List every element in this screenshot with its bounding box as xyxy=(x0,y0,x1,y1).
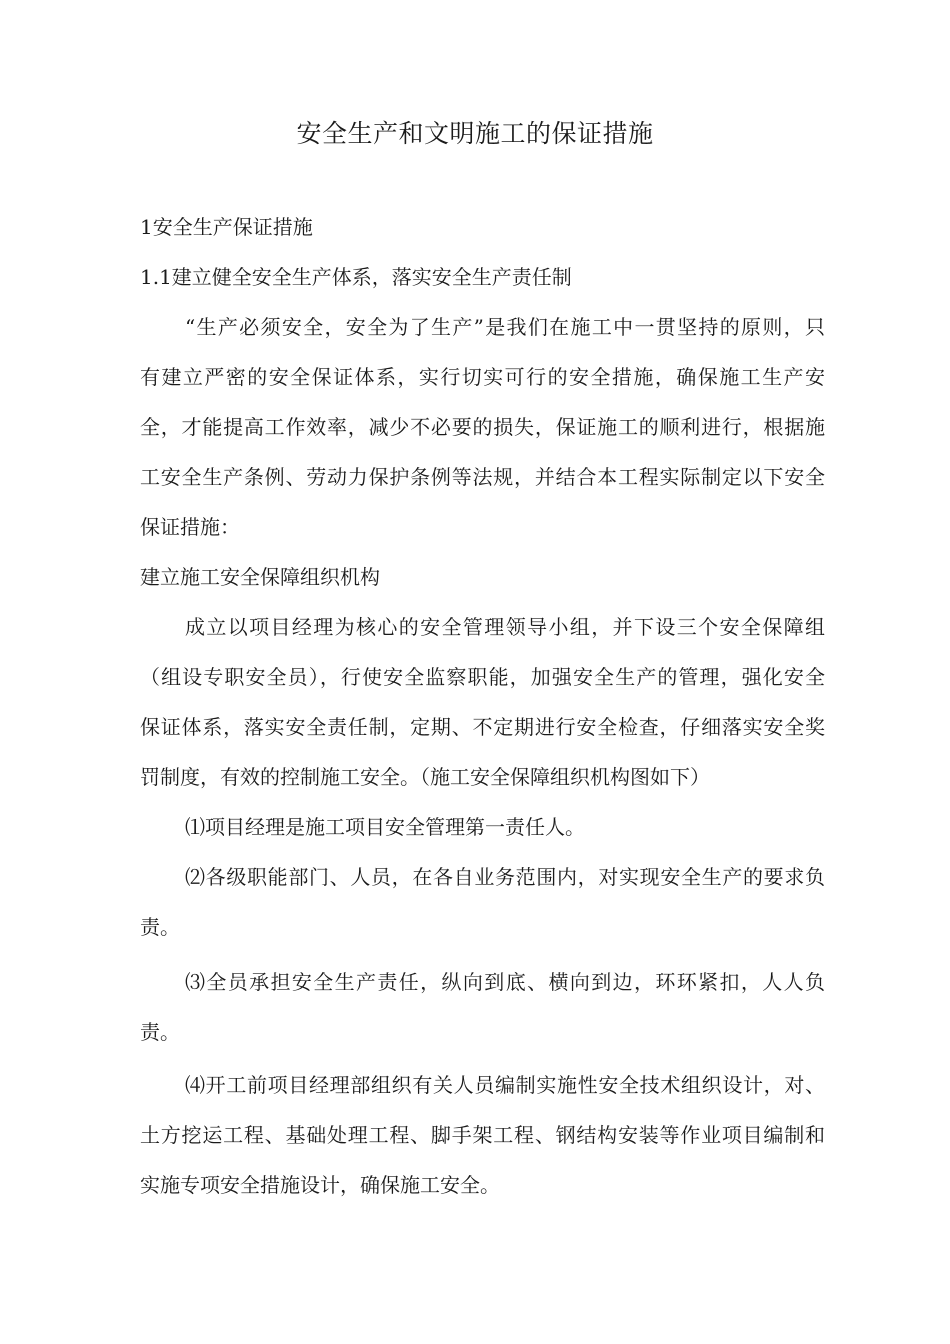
list-item-3-line-2: 责。 xyxy=(140,1020,180,1044)
list-item-2-line-1: ⑵各级职能部门、人员，在各自业务范围内，对实现安全生产的要求负 xyxy=(185,865,825,889)
document-title: 安全生产和文明施工的保证措施 xyxy=(296,119,654,148)
section-heading-1: 1安全生产保证措施 xyxy=(140,215,313,239)
list-item-3-line-1: ⑶全员承担安全生产责任，纵向到底、横向到边，环环紧扣，人人负 xyxy=(185,970,825,994)
paragraph-1-line-4: 工安全生产条例、劳动力保护条例等法规，并结合本工程实际制定以下安全 xyxy=(140,465,825,489)
list-item-4-line-1: ⑷开工前项目经理部组织有关人员编制实施性安全技术组织设计，对、 xyxy=(185,1073,825,1097)
subheading-safety-organization: 建立施工安全保障组织机构 xyxy=(140,565,380,589)
list-item-4-line-2: 土方挖运工程、基础处理工程、脚手架工程、钢结构安装等作业项目编制和 xyxy=(140,1123,825,1147)
list-item-1-line-1: ⑴项目经理是施工项目安全管理第一责任人。 xyxy=(185,815,585,839)
paragraph-2-line-1: 成立以项目经理为核心的安全管理领导小组，并下设三个安全保障组 xyxy=(185,615,825,639)
paragraph-1-line-1: “生产必须安全，安全为了生产”是我们在施工中一贯坚持的原则，只 xyxy=(185,315,825,339)
paragraph-2-line-4: 罚制度，有效的控制施工安全。（施工安全保障组织机构图如下） xyxy=(140,765,710,789)
section-heading-1-1: 1.1建立健全安全生产体系，落实安全生产责任制 xyxy=(140,265,572,289)
paragraph-2-line-3: 保证体系，落实安全责任制，定期、不定期进行安全检查，仔细落实安全奖 xyxy=(140,715,825,739)
paragraph-1-line-5: 保证措施： xyxy=(140,515,240,539)
list-item-4-line-3: 实施专项安全措施设计，确保施工安全。 xyxy=(140,1173,500,1197)
list-item-2-line-2: 责。 xyxy=(140,915,180,939)
paragraph-1-line-2: 有建立严密的安全保证体系，实行切实可行的安全措施，确保施工生产安 xyxy=(140,365,825,389)
paragraph-1-line-3: 全，才能提高工作效率，减少不必要的损失，保证施工的顺利进行，根据施 xyxy=(140,415,825,439)
paragraph-2-line-2: （组设专职安全员），行使安全监察职能，加强安全生产的管理，强化安全 xyxy=(140,665,825,689)
